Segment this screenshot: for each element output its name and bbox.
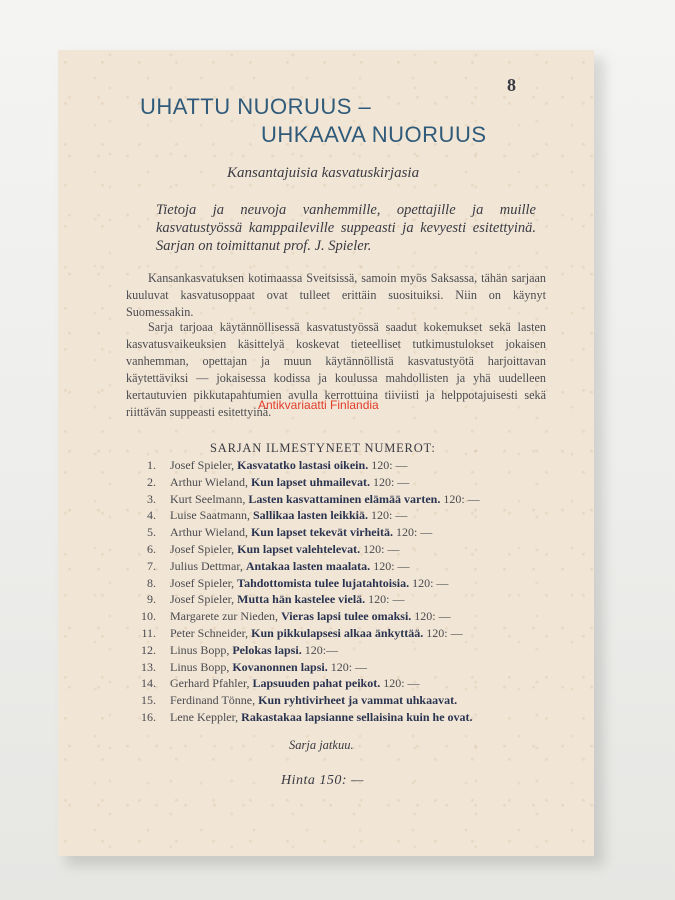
book-title: Kasvatatko lastasi oikein.: [237, 458, 369, 472]
book-author: Lene Keppler,: [170, 709, 242, 724]
book-list-item: [130, 542, 480, 559]
book-author: Margarete zur Nieden,: [170, 609, 282, 624]
book-list-item: [130, 475, 480, 492]
book-list-item: [130, 525, 480, 542]
book-list-item: [130, 676, 480, 693]
book-number: 14.: [141, 676, 156, 691]
book-title: Kun lapset uhmailevat.: [250, 474, 370, 489]
book-price: 120: —: [409, 575, 449, 590]
book-list-item: [130, 559, 480, 576]
book-price: 120: —: [360, 541, 400, 556]
book-title: Rakastakaa lapsianne sellaisina kuin he ovat.: [241, 709, 473, 724]
book-number: 3.: [147, 491, 156, 506]
book-title: Pelokas lapsi.: [232, 642, 302, 657]
book-number: 9.: [147, 592, 156, 607]
book-author: Linus Bopp,: [170, 659, 233, 674]
book-list-item: [130, 693, 480, 710]
book-price: 120: —: [369, 474, 410, 489]
book-number: 1.: [147, 458, 156, 472]
book-list-item: [130, 458, 480, 475]
book-list-item: [130, 660, 480, 677]
book-title: Kovanonnen lapsi.: [232, 659, 328, 674]
book-author: Arthur Wieland,: [170, 474, 251, 489]
book-list: [130, 458, 480, 727]
book-price: 120: —: [368, 458, 408, 472]
book-number: 2.: [147, 474, 156, 489]
book-list-item: [130, 626, 480, 643]
title-line-2: UHKAAVA NUORUUS: [261, 122, 487, 147]
watermark: Antikvariaatti Finlandia: [258, 398, 379, 412]
book-list-item: [130, 609, 480, 626]
book-title: Tahdottomista tulee lujatahtoisia.: [237, 575, 410, 590]
book-number: 11.: [141, 625, 156, 640]
book-price: 120: —: [370, 558, 410, 573]
subtitle: Kansantajuisia kasvatuskirjasia: [227, 165, 420, 181]
book-title: Vieras lapsi tulee omaksi.: [281, 609, 412, 624]
title-line-1: UHATTU NUORUUS –: [140, 94, 372, 119]
book-title: Kun lapset valehtelevat.: [237, 541, 361, 556]
paragraph-2: Sarja tarjoaa käytännöllisessä kasvatustyössä saadut kokemukset sekä lasten kasvatusvaikeuksien käsittelyä koskevat tieteelliset tutkimustulokset jokaisen vanhemman, opettajan ja muun käytännöllistä kasvatustyötä harjoittavan käytettäviksi — jokaisessa kodissa ja koulussa mahdollisten ja yhä uudelleen kertautuvien pikkutapahtumien avulla kerrottuina tiiviisti ja helppotajuisesti sekä riittävän suppeasti esitettyinä.: [126, 320, 546, 419]
book-author: Ferdinand Tönne,: [170, 693, 259, 708]
book-price: 120: —: [411, 609, 451, 624]
book-list-item: [130, 643, 480, 660]
book-author: Luise Saatmann,: [170, 508, 253, 523]
book-number: 16.: [141, 709, 156, 724]
book-price: 120: —: [380, 676, 420, 691]
book-author: Linus Bopp,: [170, 642, 233, 657]
book-number: 6.: [147, 541, 156, 556]
book-author: Josef Spieler,: [170, 592, 238, 607]
paragraph-1: Kansankasvatuksen kotimaassa Sveitsissä, samoin myös Saksassa, tähän sarjaan kuuluvat kasvatusoppaat ovat tulleet erittäin suosituiksi. Niin on käynyt Suomessakin.: [126, 271, 546, 319]
book-author: Julius Dettmar,: [170, 558, 246, 573]
book-price: 120: —: [365, 592, 405, 607]
intro-text: Tietoja ja neuvoja vanhemmille, opettajille ja muille kasvatustyössä kamppaileville suppeasti ja kevyesti esitettyinä. Sarjan on toimittanut prof. J. Spieler.: [156, 202, 536, 254]
book-author: Peter Schneider,: [170, 625, 252, 640]
book-title: Sallikaa lasten leikkiä.: [252, 508, 369, 523]
book-author: Josef Spieler,: [170, 575, 238, 590]
book-title: Lasten kasvattaminen elämää varten.: [248, 491, 441, 506]
book-back-cover: [58, 50, 594, 856]
book-number: 7.: [147, 558, 156, 573]
book-author: Josef Spieler,: [170, 541, 238, 556]
book-author: Josef Spieler,: [170, 458, 238, 472]
book-price: 120: —: [440, 491, 480, 506]
book-price: 120: —: [327, 659, 368, 674]
book-title: Lapsuuden pahat peikot.: [252, 676, 381, 691]
book-number: 15.: [141, 693, 156, 708]
book-number: 4.: [147, 508, 156, 523]
book-title: Antakaa lasten maalata.: [245, 558, 371, 573]
book-title: Kun pikkulapsesi alkaa änkyttää.: [251, 625, 424, 640]
book-price: 120: —: [368, 508, 408, 523]
book-list-item: [130, 492, 480, 509]
book-author: Arthur Wieland,: [170, 525, 251, 540]
book-price: 120: —: [392, 525, 433, 540]
book-number: 5.: [147, 525, 156, 540]
list-heading: SARJAN ILMESTYNEET NUMEROT:: [210, 441, 436, 455]
book-number: 13.: [141, 659, 156, 674]
book-list-item: [130, 576, 480, 593]
book-list-item: [130, 508, 480, 525]
book-list-item: [130, 592, 480, 609]
book-title: Kun ryhtivirheet ja vammat uhkaavat.: [258, 693, 458, 708]
book-number: 8.: [147, 575, 156, 590]
page-number: 8: [507, 75, 516, 95]
book-title: Mutta hän kastelee vielä.: [237, 592, 366, 607]
book-price: 120: —: [423, 625, 463, 640]
book-list-item: [130, 710, 480, 727]
book-number: 12.: [141, 642, 156, 657]
price: Hinta 150: —: [281, 773, 364, 788]
book-author: Kurt Seelmann,: [170, 491, 249, 506]
book-author: Gerhard Pfahler,: [170, 676, 253, 691]
book-title: Kun lapset tekevät virheitä.: [250, 525, 393, 540]
series-continues: Sarja jatkuu.: [289, 738, 354, 752]
book-price: 120:—: [301, 642, 339, 657]
book-number: 10.: [141, 609, 156, 624]
